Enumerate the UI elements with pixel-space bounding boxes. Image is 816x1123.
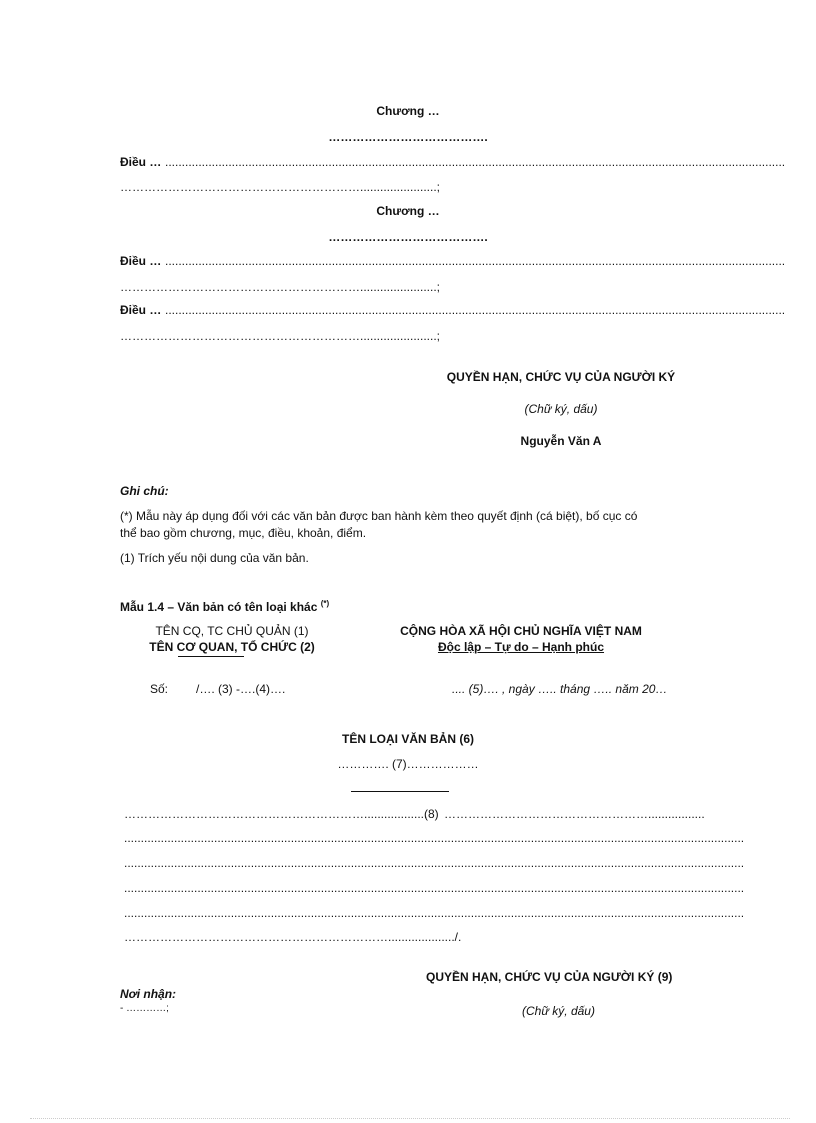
article-3-line-1: .......................................................................................................................................................................................... bbox=[165, 303, 786, 317]
excerpt-separator-line bbox=[351, 791, 449, 792]
article-2-line-1: .......................................................................................................................................................................................... bbox=[165, 254, 786, 268]
nation-title: CỘNG HÒA XÃ HỘI CHỦ NGHĨA VIỆT NAM bbox=[400, 624, 642, 638]
signature-stamp-note: (Chữ ký, dấu) bbox=[524, 402, 598, 416]
org-name: TÊN CƠ QUAN, TỔ CHỨC (2) bbox=[149, 640, 315, 654]
org-name-underline bbox=[178, 656, 244, 657]
article-3-line-2: …………………………………………………….......................; bbox=[120, 329, 441, 343]
article-2-label: Điều … bbox=[120, 254, 162, 268]
place-date: .... (5)…. , ngày ….. tháng ….. năm 20… bbox=[452, 682, 668, 696]
notes-line-1: (*) Mẫu này áp dụng đối với các văn bản được ban hành kèm theo quyết định (cá biệt), bố cục có bbox=[120, 509, 638, 523]
notes-line-2: thể bao gồm chương, mục, điều, khoản, điểm. bbox=[120, 526, 367, 540]
body-line-5: .......................................................................................................................................................................................... bbox=[124, 906, 745, 920]
page-footer-border bbox=[30, 1118, 790, 1119]
form-title bbox=[120, 599, 329, 614]
notes-line-3: (1) Trích yếu nội dung của văn bản. bbox=[120, 551, 309, 565]
signature-stamp-note-2: (Chữ ký, dấu) bbox=[522, 1004, 595, 1018]
body-line-1-marker: (8) bbox=[424, 807, 439, 821]
signer-authority-9: QUYỀN HẠN, CHỨC VỤ CỦA NGƯỜI KÝ (9) bbox=[426, 970, 673, 984]
article-1-line-1: .......................................................................................................................................................................................... bbox=[165, 155, 786, 169]
document-excerpt: …………. (7)……………… bbox=[337, 757, 479, 771]
body-line-1-left: ……………………………………………………................... bbox=[124, 807, 428, 821]
article-1-label: Điều … bbox=[120, 155, 162, 169]
notes-heading: Ghi chú: bbox=[120, 484, 169, 498]
number-label: Số: bbox=[150, 682, 169, 696]
nation-motto bbox=[360, 640, 682, 654]
org-parent: TÊN CQ, TC CHỦ QUẢN (1) bbox=[155, 624, 309, 638]
recipients-label: Nơi nhận: bbox=[120, 987, 177, 1001]
signer-name: Nguyễn Văn A bbox=[520, 434, 602, 448]
document-type: TÊN LOẠI VĂN BẢN (6) bbox=[342, 732, 474, 746]
body-line-4: .......................................................................................................................................................................................... bbox=[124, 881, 745, 895]
chapter-2-name-dots: …………………………………. bbox=[328, 230, 488, 244]
body-line-1-right: ……………………………………………................. bbox=[444, 807, 705, 821]
form-title-text: Mẫu 1.4 – Văn bản có tên loại khác bbox=[120, 600, 318, 614]
chapter-1-name-dots: …………………………………. bbox=[328, 130, 488, 144]
chapter-1-title: Chương … bbox=[376, 104, 440, 118]
nation-motto-text: Độc lập – Tự do – Hạnh phúc bbox=[437, 640, 605, 654]
body-line-last: …………………………………………………………..................../. bbox=[124, 930, 462, 944]
body-line-3: .......................................................................................................................................................................................... bbox=[124, 856, 745, 870]
article-2-line-2: …………………………………………………….......................; bbox=[120, 280, 441, 294]
recipients-item: - …………; bbox=[120, 1003, 169, 1014]
number-value: /…. (3) -….(4)…. bbox=[196, 682, 286, 696]
form-title-superscript: (*) bbox=[320, 599, 330, 608]
chapter-2-title: Chương … bbox=[376, 204, 440, 218]
article-3-label: Điều … bbox=[120, 303, 162, 317]
signer-authority: QUYỀN HẠN, CHỨC VỤ CỦA NGƯỜI KÝ bbox=[446, 370, 676, 384]
body-line-2: .......................................................................................................................................................................................... bbox=[124, 831, 745, 845]
article-1-line-2: …………………………………………………….......................; bbox=[120, 180, 441, 194]
